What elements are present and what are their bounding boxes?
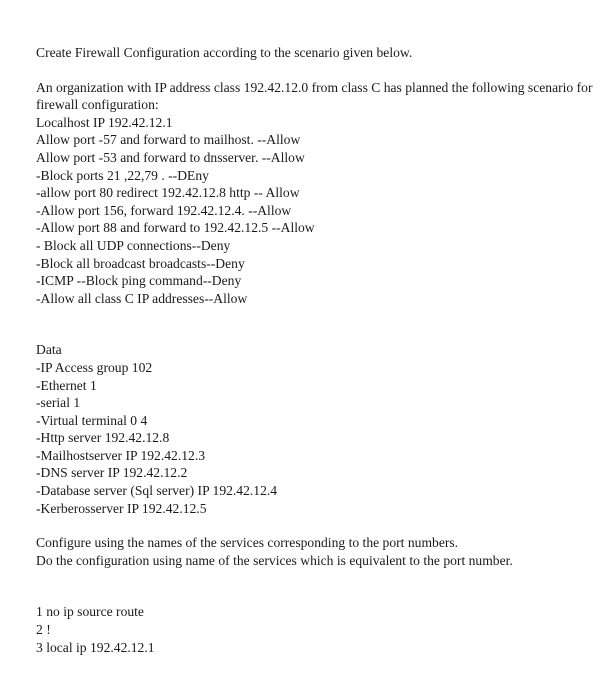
config-line: 2 ! [36, 622, 51, 638]
data-item: -IP Access group 102 [36, 359, 153, 375]
rule-line: -Allow all class C IP addresses--Allow [36, 290, 248, 306]
rule-line: -Allow port 156, forward 192.42.12.4. --Allow [36, 202, 292, 218]
scenario-intro: An organization with IP address class 192.42.12.0 from class C has planned the following scenario for firewall configuration: [36, 79, 593, 113]
rule-line: -allow port 80 redirect 192.42.12.8 http -- Allow [36, 185, 300, 201]
instruction-line: Do the configuration using name of the services which is equivalent to the port number. [36, 552, 513, 568]
data-item: -serial 1 [36, 395, 81, 411]
rule-line: Allow port -53 and forward to dnsserver. --Allow [36, 149, 305, 165]
rule-line: -Block all broadcast broadcasts--Deny [36, 255, 245, 271]
document [36, 44, 596, 656]
data-item: -Http server 192.42.12.8 [36, 430, 170, 446]
config-line: 3 local ip 192.42.12.1 [36, 639, 155, 655]
spacer [36, 307, 596, 341]
config-line: 1 no ip source route [36, 604, 144, 620]
data-item: -Mailhostserver IP 192.42.12.3 [36, 447, 206, 463]
firewall-rules-list [36, 114, 596, 308]
rule-line: -ICMP --Block ping command--Deny [36, 273, 242, 289]
data-heading: Data [36, 342, 62, 358]
rule-line: Localhost IP 192.42.12.1 [36, 114, 173, 130]
data-item: -Virtual terminal 0 4 [36, 412, 148, 428]
document-title: Create Firewall Configuration according to the scenario given below. [36, 45, 413, 60]
rule-line: -Allow port 88 and forward to 192.42.12.5 --Allow [36, 220, 315, 236]
spacer [36, 62, 596, 79]
instruction-line: Configure using the names of the services corresponding to the port numbers. [36, 535, 459, 551]
data-item: -DNS server IP 192.42.12.2 [36, 465, 188, 481]
rule-line: -Block ports 21 ,22,79 . --DEny [36, 167, 209, 183]
data-item: -Ethernet 1 [36, 377, 97, 393]
rule-line: - Block all UDP connections--Deny [36, 237, 231, 253]
data-item: -Kerberosserver IP 192.42.12.5 [36, 500, 207, 516]
rule-line: Allow port -57 and forward to mailhost. --Allow [36, 132, 301, 148]
spacer [36, 569, 596, 603]
data-items-list [36, 359, 596, 517]
config-lines [36, 603, 596, 656]
data-item: -Database server (Sql server) IP 192.42.12.4 [36, 483, 278, 499]
spacer [36, 517, 596, 534]
instructions [36, 534, 596, 569]
